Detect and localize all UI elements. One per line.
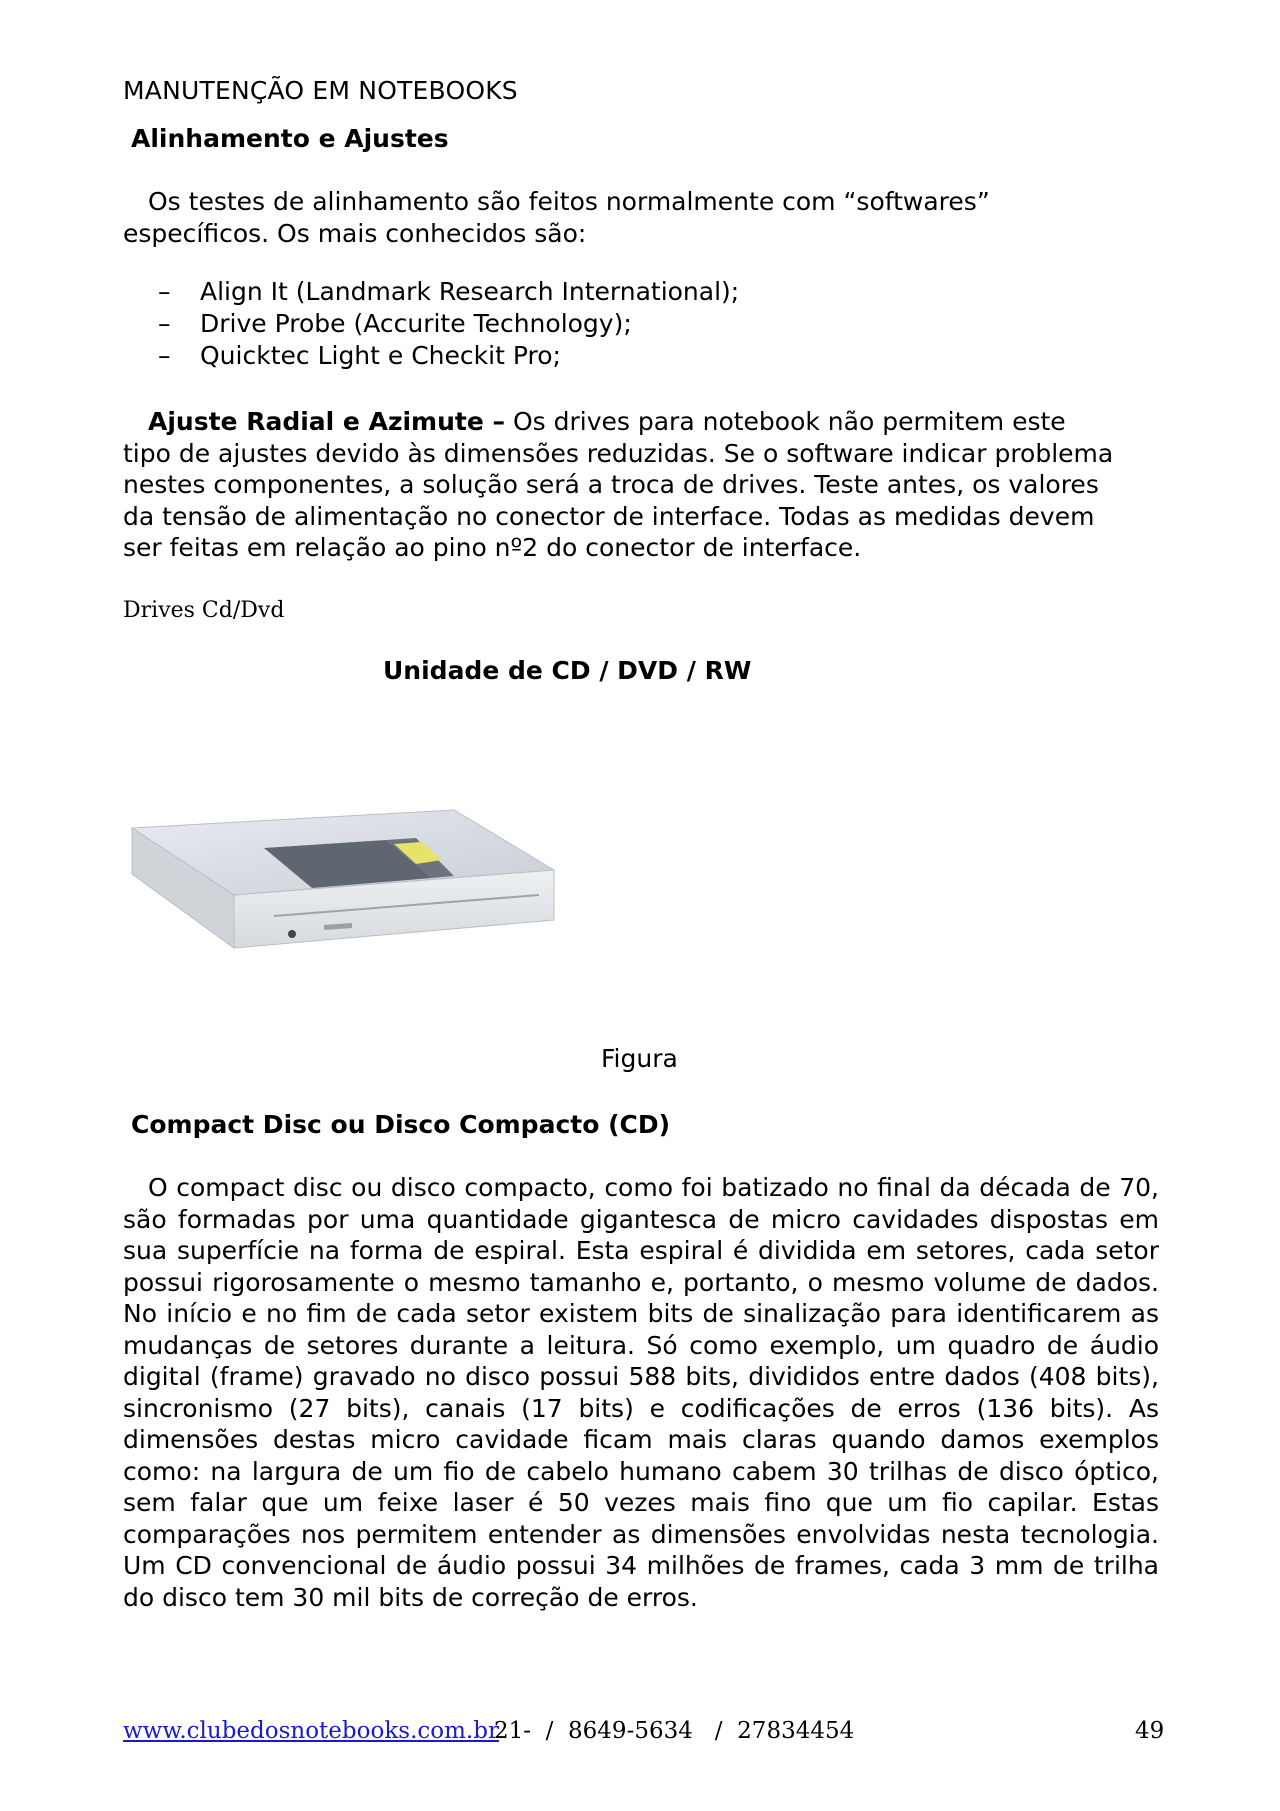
radial-azimuth-paragraph xyxy=(123,406,1163,564)
section-heading-cd: Compact Disc ou Disco Compacto (CD) xyxy=(131,1110,671,1139)
section-heading-alignment: Alinhamento e Ajustes xyxy=(131,124,449,153)
radial-bold-label: Ajuste Radial e Azimute – xyxy=(148,407,506,436)
list-dash: – xyxy=(158,341,171,370)
list-dash: – xyxy=(158,309,171,338)
unit-heading: Unidade de CD / DVD / RW xyxy=(383,656,752,685)
radial-first-text: Os drives para notebook não permitem este xyxy=(505,407,1066,436)
radial-line: ser feitas em relação ao pino nº2 do conector de interface. xyxy=(123,533,862,562)
page-number: 49 xyxy=(1135,1718,1165,1744)
radial-line: nestes componentes, a solução será a troca de drives. Teste antes, os valores xyxy=(123,470,1099,499)
intro-line-1: Os testes de alinhamento são feitos normalmente com “softwares” xyxy=(148,187,990,216)
list-item xyxy=(158,308,739,340)
footer-website-link[interactable]: www.clubedosnotebooks.com.br xyxy=(123,1718,499,1744)
footer-phones: 21- / 8649-5634 / 27834454 xyxy=(494,1718,855,1744)
list-item xyxy=(158,340,739,372)
list-item xyxy=(158,276,739,308)
list-item-text: Drive Probe (Accurite Technology); xyxy=(200,309,632,338)
software-list xyxy=(158,276,739,372)
radial-line: tipo de ajustes devido às dimensões reduzidas. Se o software indicar problema xyxy=(123,438,1114,468)
list-item-text: Quicktec Light e Checkit Pro; xyxy=(200,341,561,370)
cd-paragraph: O compact disc ou disco compacto, como foi batizado no final da década de 70, são formadas por uma quantidade gigantesca de micro cavidades dispostas em sua superfície na forma de espiral. Esta espiral é dividida em setores, cada setor possui rigorosamente o mesmo tamanho e, portanto, o mesmo volume de dados. No início e no fim de cada setor existem bits de sinalização para identificarem as mudanças de setores durante a leitura. Só como exemplo, um quadro de áudio digital (frame) gravado no disco possui 588 bits, divididos entre dados (408 bits), sincronismo (27 bits), canais (17 bits) e codificações de erros (136 bits). As dimensões destas micro cavidade ficam mais claras quando damos exemplos como: na largura de um fio de cabelo humano cabem 30 trilhas de disco óptico, sem falar que um feixe laser é 50 vezes mais fino que um fio capilar. Estas comparações nos permitem entender as dimensões envolvidas nesta tecnologia. Um CD convencional de áudio possui 34 milhões de frames, cada 3 mm de trilha do disco tem 30 mil bits de correção de erros. xyxy=(123,1173,1159,1612)
radial-first-line xyxy=(123,406,1163,438)
list-item-text: Align It (Landmark Research International); xyxy=(200,277,740,306)
figure-caption: Figura xyxy=(601,1044,678,1073)
intro-line-2: específicos. Os mais conhecidos são: xyxy=(123,218,587,248)
radial-line: da tensão de alimentação no conector de interface. Todas as medidas devem xyxy=(123,501,1095,531)
list-dash: – xyxy=(158,277,171,306)
intro-paragraph xyxy=(123,186,1163,249)
page-header: MANUTENÇÃO EM NOTEBOOKS xyxy=(123,76,518,105)
cd-drive-image xyxy=(124,800,564,960)
drives-label: Drives Cd/Dvd xyxy=(123,598,285,623)
